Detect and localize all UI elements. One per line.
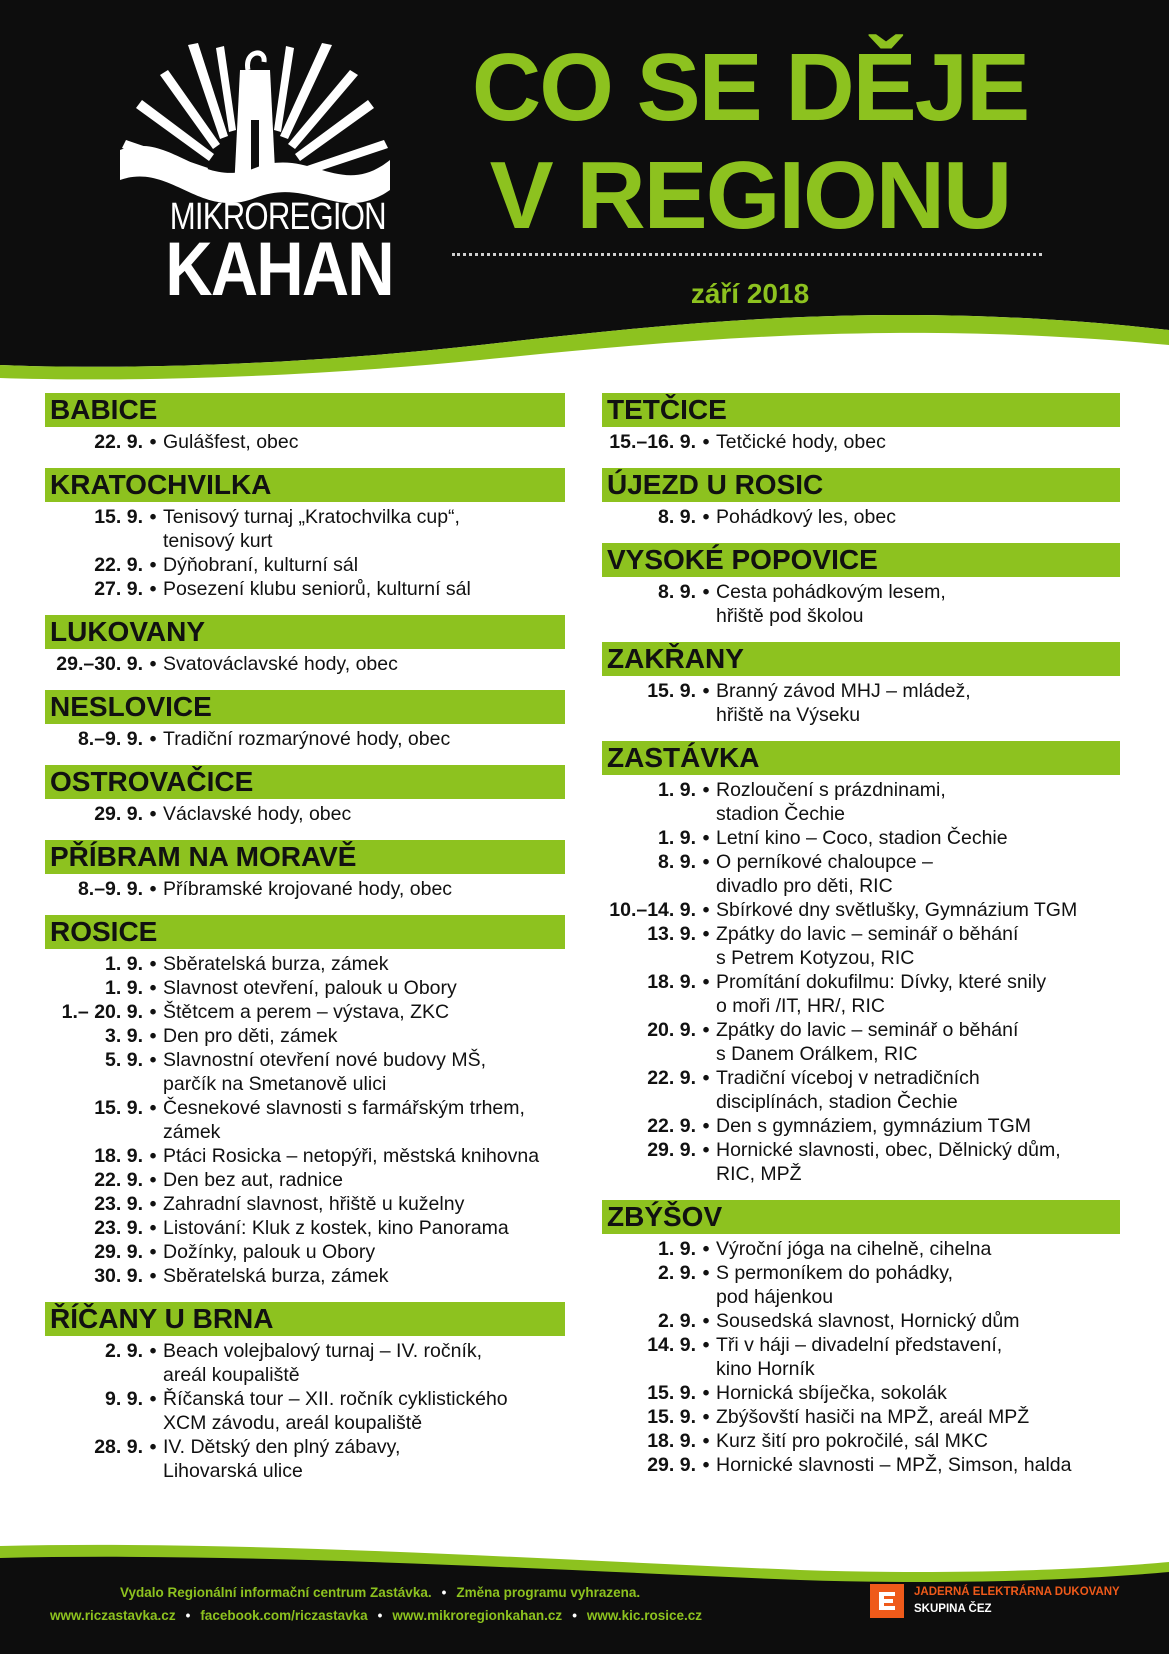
event-row bbox=[45, 1096, 565, 1144]
event-text: Tradiční rozmarýnové hody, obec bbox=[163, 728, 451, 750]
event-row bbox=[45, 1192, 565, 1216]
event-text: Cesta pohádkovým lesem, hřiště pod školou bbox=[716, 581, 946, 627]
footer-publisher: Vydalo Regionální informační centrum Zastávka. bbox=[120, 1585, 432, 1600]
section-zbýšov bbox=[602, 1200, 1120, 1477]
event-date: 30. 9. bbox=[94, 1265, 143, 1287]
event-date: 1. 9. bbox=[658, 779, 696, 801]
event-date: 15. 9. bbox=[94, 1097, 143, 1119]
event-date: 13. 9. bbox=[647, 923, 696, 945]
event-text: Sbírkové dny světlušky, Gymnázium TGM bbox=[716, 899, 1078, 921]
event-row bbox=[602, 850, 1120, 898]
event-date: 20. 9. bbox=[647, 1019, 696, 1041]
event-row bbox=[45, 1048, 565, 1096]
bullet-icon: • bbox=[702, 581, 710, 603]
bullet-icon: • bbox=[149, 1049, 157, 1071]
event-text: Pohádkový les, obec bbox=[716, 506, 896, 528]
link-facebook[interactable]: facebook.com/riczastavka bbox=[200, 1608, 368, 1623]
link-riczastavka[interactable]: www.riczastavka.cz bbox=[50, 1608, 176, 1623]
event-text: Tradiční víceboj v netradičních disciplínách, stadion Čechie bbox=[716, 1067, 980, 1113]
section-vysoké-popovice bbox=[602, 543, 1120, 628]
event-row bbox=[602, 1018, 1120, 1066]
event-text: Václavské hody, obec bbox=[163, 803, 352, 825]
event-row bbox=[602, 430, 1120, 454]
event-text: Tenisový turnaj „Kratochvilka cup“, tenisový kurt bbox=[163, 506, 460, 552]
section-tetčice bbox=[602, 393, 1120, 454]
bullet-icon: • bbox=[702, 1334, 710, 1356]
event-row bbox=[45, 976, 565, 1000]
section-title: OSTROVAČICE bbox=[45, 765, 565, 799]
event-date: 1. 9. bbox=[658, 1238, 696, 1260]
event-text: O perníkové chaloupce – divadlo pro děti, RIC bbox=[716, 851, 933, 897]
event-text: Hornické slavnosti, obec, Dělnický dům, RIC, MPŽ bbox=[716, 1139, 1061, 1185]
event-text: Zbýšovští hasiči na MPŽ, areál MPŽ bbox=[716, 1406, 1030, 1428]
section-title: ZASTÁVKA bbox=[602, 741, 1120, 775]
sponsor-group: SKUPINA ČEZ bbox=[914, 1603, 992, 1615]
event-date: 1. 9. bbox=[105, 953, 143, 975]
event-date: 28. 9. bbox=[94, 1436, 143, 1458]
bullet-icon: • bbox=[149, 1169, 157, 1191]
event-date: 29.–30. 9. bbox=[56, 653, 143, 675]
event-text: Česnekové slavnosti s farmářským trhem, zámek bbox=[163, 1097, 525, 1143]
event-date: 2. 9. bbox=[105, 1340, 143, 1362]
event-text: Zpátky do lavic – seminář o běhání s Petrem Kotyzou, RIC bbox=[716, 923, 1019, 969]
event-row bbox=[45, 577, 565, 601]
event-date: 22. 9. bbox=[94, 1169, 143, 1191]
footer-notice: Změna programu vyhrazena. bbox=[456, 1585, 641, 1600]
right-column bbox=[602, 393, 1120, 1491]
footer-separator: • bbox=[377, 1608, 383, 1623]
event-text: Den bez aut, radnice bbox=[163, 1169, 343, 1191]
event-date: 15. 9. bbox=[94, 506, 143, 528]
event-text: Výroční jóga na cihelně, cihelna bbox=[716, 1238, 992, 1260]
month-label: září 2018 bbox=[690, 278, 810, 309]
event-text: Kurz šití pro pokročilé, sál MKC bbox=[716, 1430, 989, 1452]
bullet-icon: • bbox=[702, 1310, 710, 1332]
event-text: Sběratelská burza, zámek bbox=[163, 1265, 389, 1287]
bullet-icon: • bbox=[149, 431, 157, 453]
event-date: 29. 9. bbox=[647, 1454, 696, 1476]
left-column bbox=[45, 393, 565, 1497]
event-row bbox=[45, 1435, 565, 1483]
bullet-icon: • bbox=[702, 851, 710, 873]
event-text: Posezení klubu seniorů, kulturní sál bbox=[163, 578, 471, 600]
event-row bbox=[602, 1453, 1120, 1477]
event-row bbox=[602, 778, 1120, 826]
event-row bbox=[45, 652, 565, 676]
bullet-icon: • bbox=[149, 653, 157, 675]
section-lukovany bbox=[45, 615, 565, 676]
event-date: 18. 9. bbox=[647, 971, 696, 993]
section-title: ÚJEZD U ROSIC bbox=[602, 468, 1120, 502]
event-row bbox=[45, 952, 565, 976]
event-row bbox=[602, 970, 1120, 1018]
event-row bbox=[45, 430, 565, 454]
event-text: Říčanská tour – XII. ročník cyklistického XCM závodu, areál koupaliště bbox=[163, 1388, 508, 1434]
section-title: ZAKŘANY bbox=[602, 642, 1120, 676]
event-row bbox=[45, 1000, 565, 1024]
event-row bbox=[602, 1138, 1120, 1186]
event-date: 27. 9. bbox=[94, 578, 143, 600]
event-row bbox=[602, 1114, 1120, 1138]
event-date: 15. 9. bbox=[647, 680, 696, 702]
bullet-icon: • bbox=[149, 953, 157, 975]
event-row bbox=[45, 877, 565, 901]
bullet-icon: • bbox=[702, 506, 710, 528]
event-date: 29. 9. bbox=[94, 1241, 143, 1263]
event-row bbox=[602, 1261, 1120, 1309]
event-text: Hornická sbíječka, sokolák bbox=[716, 1382, 947, 1404]
event-date: 18. 9. bbox=[94, 1145, 143, 1167]
event-date: 29. 9. bbox=[94, 803, 143, 825]
bullet-icon: • bbox=[149, 878, 157, 900]
event-row bbox=[45, 727, 565, 751]
section-rosice bbox=[45, 915, 565, 1288]
bullet-icon: • bbox=[149, 578, 157, 600]
section-újezd-u-rosic bbox=[602, 468, 1120, 529]
event-date: 18. 9. bbox=[647, 1430, 696, 1452]
event-row bbox=[602, 505, 1120, 529]
bullet-icon: • bbox=[149, 1241, 157, 1263]
event-text: Promítání dokufilmu: Dívky, které snily o moři /IT, HR/, RIC bbox=[716, 971, 1047, 1017]
bullet-icon: • bbox=[149, 506, 157, 528]
event-date: 2. 9. bbox=[658, 1262, 696, 1284]
event-date: 3. 9. bbox=[105, 1025, 143, 1047]
event-date: 8.–9. 9. bbox=[77, 878, 143, 900]
header bbox=[0, 0, 1169, 380]
event-row bbox=[602, 1066, 1120, 1114]
bullet-icon: • bbox=[149, 977, 157, 999]
event-row bbox=[45, 553, 565, 577]
event-date: 8. 9. bbox=[658, 851, 696, 873]
bullet-icon: • bbox=[149, 1217, 157, 1239]
section-title: ROSICE bbox=[45, 915, 565, 949]
event-text: Štětcem a perem – výstava, ZKC bbox=[163, 1001, 450, 1023]
bullet-icon: • bbox=[149, 1025, 157, 1047]
bullet-icon: • bbox=[702, 1067, 710, 1089]
page-title-line2: V REGIONU bbox=[489, 142, 1011, 249]
bullet-icon: • bbox=[702, 923, 710, 945]
bullet-icon: • bbox=[702, 1406, 710, 1428]
event-date: 8.–9. 9. bbox=[77, 728, 143, 750]
event-text: Zahradní slavnost, hřiště u kuželny bbox=[163, 1193, 465, 1215]
event-text: Slavnost otevření, palouk u Obory bbox=[163, 977, 457, 999]
section-title: PŘÍBRAM NA MORAVĚ bbox=[45, 840, 565, 874]
event-text: Branný závod MHJ – mládež, hřiště na Výseku bbox=[716, 680, 971, 726]
event-date: 1. 9. bbox=[658, 827, 696, 849]
bullet-icon: • bbox=[149, 1193, 157, 1215]
sponsor-name: JADERNÁ ELEKTRÁRNA DUKOVANY bbox=[914, 1586, 1120, 1598]
section-zakřany bbox=[602, 642, 1120, 727]
cez-logo-icon bbox=[870, 1584, 904, 1618]
event-row bbox=[45, 1024, 565, 1048]
footer-separator: • bbox=[185, 1608, 191, 1623]
event-date: 15.–16. 9. bbox=[609, 431, 696, 453]
event-date: 8. 9. bbox=[658, 506, 696, 528]
section-title: LUKOVANY bbox=[45, 615, 565, 649]
section-neslovice bbox=[45, 690, 565, 751]
footer-separator: • bbox=[572, 1608, 577, 1623]
bullet-icon: • bbox=[149, 1388, 157, 1410]
logo-text-kahan: KAHAN bbox=[165, 227, 393, 312]
event-text: Tetčické hody, obec bbox=[716, 431, 886, 453]
event-text: Ptáci Rosicka – netopýři, městská knihovna bbox=[163, 1145, 540, 1167]
bullet-icon: • bbox=[702, 680, 710, 702]
bullet-icon: • bbox=[149, 1265, 157, 1287]
event-date: 23. 9. bbox=[94, 1193, 143, 1215]
event-row bbox=[45, 505, 565, 553]
event-row bbox=[45, 802, 565, 826]
event-date: 14. 9. bbox=[647, 1334, 696, 1356]
event-date: 15. 9. bbox=[647, 1382, 696, 1404]
bullet-icon: • bbox=[702, 1238, 710, 1260]
event-row bbox=[602, 1405, 1120, 1429]
link-mikroregionkahan[interactable]: www.mikroregionkahan.cz bbox=[392, 1608, 563, 1623]
bullet-icon: • bbox=[702, 971, 710, 993]
event-date: 22. 9. bbox=[94, 431, 143, 453]
bullet-icon: • bbox=[702, 1430, 710, 1452]
event-date: 9. 9. bbox=[105, 1388, 143, 1410]
dotted-divider bbox=[452, 253, 1042, 256]
event-text: Dýňobraní, kulturní sál bbox=[163, 554, 359, 576]
bullet-icon: • bbox=[149, 1340, 157, 1362]
event-date: 23. 9. bbox=[94, 1217, 143, 1239]
bullet-icon: • bbox=[702, 1454, 710, 1476]
event-row bbox=[45, 1240, 565, 1264]
section-říčany-u-brna bbox=[45, 1302, 565, 1483]
bullet-icon: • bbox=[702, 431, 710, 453]
event-row bbox=[45, 1168, 565, 1192]
event-row bbox=[602, 1381, 1120, 1405]
section-title: VYSOKÉ POPOVICE bbox=[602, 543, 1120, 577]
event-date: 1. 9. bbox=[105, 977, 143, 999]
bullet-icon: • bbox=[149, 728, 157, 750]
event-row bbox=[45, 1144, 565, 1168]
section-title: BABICE bbox=[45, 393, 565, 427]
event-row bbox=[602, 580, 1120, 628]
bullet-icon: • bbox=[149, 1097, 157, 1119]
event-row bbox=[602, 1429, 1120, 1453]
event-row bbox=[602, 1309, 1120, 1333]
bullet-icon: • bbox=[702, 827, 710, 849]
event-text: Sousedská slavnost, Hornický dům bbox=[716, 1310, 1020, 1332]
section-babice bbox=[45, 393, 565, 454]
footer-publisher-line bbox=[120, 1585, 640, 1600]
bullet-icon: • bbox=[702, 1382, 710, 1404]
event-text: S permoníkem do pohádky, pod hájenkou bbox=[716, 1262, 954, 1308]
bullet-icon: • bbox=[149, 1001, 157, 1023]
event-date: 2. 9. bbox=[658, 1310, 696, 1332]
section-kratochvilka bbox=[45, 468, 565, 601]
bullet-icon: • bbox=[702, 1139, 710, 1161]
bullet-icon: • bbox=[702, 779, 710, 801]
event-row bbox=[602, 826, 1120, 850]
bullet-icon: • bbox=[149, 803, 157, 825]
section-title: ZBÝŠOV bbox=[602, 1200, 1120, 1234]
event-date: 29. 9. bbox=[647, 1139, 696, 1161]
event-text: Gulášfest, obec bbox=[163, 431, 299, 453]
section-zastávka bbox=[602, 741, 1120, 1186]
event-row bbox=[602, 1333, 1120, 1381]
event-date: 22. 9. bbox=[94, 554, 143, 576]
event-row bbox=[45, 1264, 565, 1288]
section-title: TETČICE bbox=[602, 393, 1120, 427]
bullet-icon: • bbox=[702, 899, 710, 921]
event-text: Slavnostní otevření nové budovy MŠ, parčík na Smetanově ulici bbox=[163, 1049, 487, 1095]
event-row bbox=[45, 1387, 565, 1435]
event-row bbox=[602, 1237, 1120, 1261]
bullet-icon: • bbox=[149, 554, 157, 576]
section-title: NESLOVICE bbox=[45, 690, 565, 724]
event-row bbox=[602, 922, 1120, 970]
event-text: IV. Dětský den plný zábavy, Lihovarská ulice bbox=[163, 1436, 401, 1482]
event-text: Listování: Kluk z kostek, kino Panorama bbox=[163, 1217, 509, 1239]
event-text: Svatováclavské hody, obec bbox=[163, 653, 398, 675]
section-title: KRATOCHVILKA bbox=[45, 468, 565, 502]
event-text: Letní kino – Coco, stadion Čechie bbox=[716, 827, 1008, 849]
event-date: 22. 9. bbox=[647, 1115, 696, 1137]
event-text: Hornické slavnosti – MPŽ, Simson, halda bbox=[716, 1454, 1072, 1476]
bullet-icon: • bbox=[149, 1145, 157, 1167]
event-text: Příbramské krojované hody, obec bbox=[163, 878, 453, 900]
event-row bbox=[602, 898, 1120, 922]
footer-separator: • bbox=[441, 1585, 447, 1600]
logo-text-mikroregion: MIKROREGION bbox=[169, 196, 386, 238]
event-text: Beach volejbalový turnaj – IV. ročník, areál koupaliště bbox=[163, 1340, 483, 1386]
bullet-icon: • bbox=[149, 1436, 157, 1458]
bullet-icon: • bbox=[702, 1262, 710, 1284]
event-text: Den pro děti, zámek bbox=[163, 1025, 338, 1047]
section-title: ŘÍČANY U BRNA bbox=[45, 1302, 565, 1336]
event-text: Sběratelská burza, zámek bbox=[163, 953, 389, 975]
event-text: Zpátky do lavic – seminář o běhání s Danem Orálkem, RIC bbox=[716, 1019, 1019, 1065]
event-date: 8. 9. bbox=[658, 581, 696, 603]
bullet-icon: • bbox=[702, 1115, 710, 1137]
event-date: 22. 9. bbox=[647, 1067, 696, 1089]
section-příbram-na-moravě bbox=[45, 840, 565, 901]
event-text: Dožínky, palouk u Obory bbox=[163, 1241, 376, 1263]
event-row bbox=[45, 1339, 565, 1387]
event-text: Tři v háji – divadelní představení, kino Horník bbox=[716, 1334, 1003, 1380]
link-kic-rosice[interactable]: www.kic.rosice.cz bbox=[586, 1608, 702, 1623]
page-title-line1: CO SE DĚJE bbox=[471, 34, 1029, 141]
footer-links bbox=[50, 1608, 702, 1623]
event-date: 1.– 20. 9. bbox=[61, 1001, 143, 1023]
event-date: 5. 9. bbox=[105, 1049, 143, 1071]
event-date: 15. 9. bbox=[647, 1406, 696, 1428]
event-text: Den s gymnáziem, gymnázium TGM bbox=[716, 1115, 1031, 1137]
event-text: Rozloučení s prázdninami, stadion Čechie bbox=[716, 779, 946, 825]
event-date: 10.–14. 9. bbox=[609, 899, 696, 921]
section-ostrovačice bbox=[45, 765, 565, 826]
event-row bbox=[602, 679, 1120, 727]
bullet-icon: • bbox=[702, 1019, 710, 1041]
event-row bbox=[45, 1216, 565, 1240]
